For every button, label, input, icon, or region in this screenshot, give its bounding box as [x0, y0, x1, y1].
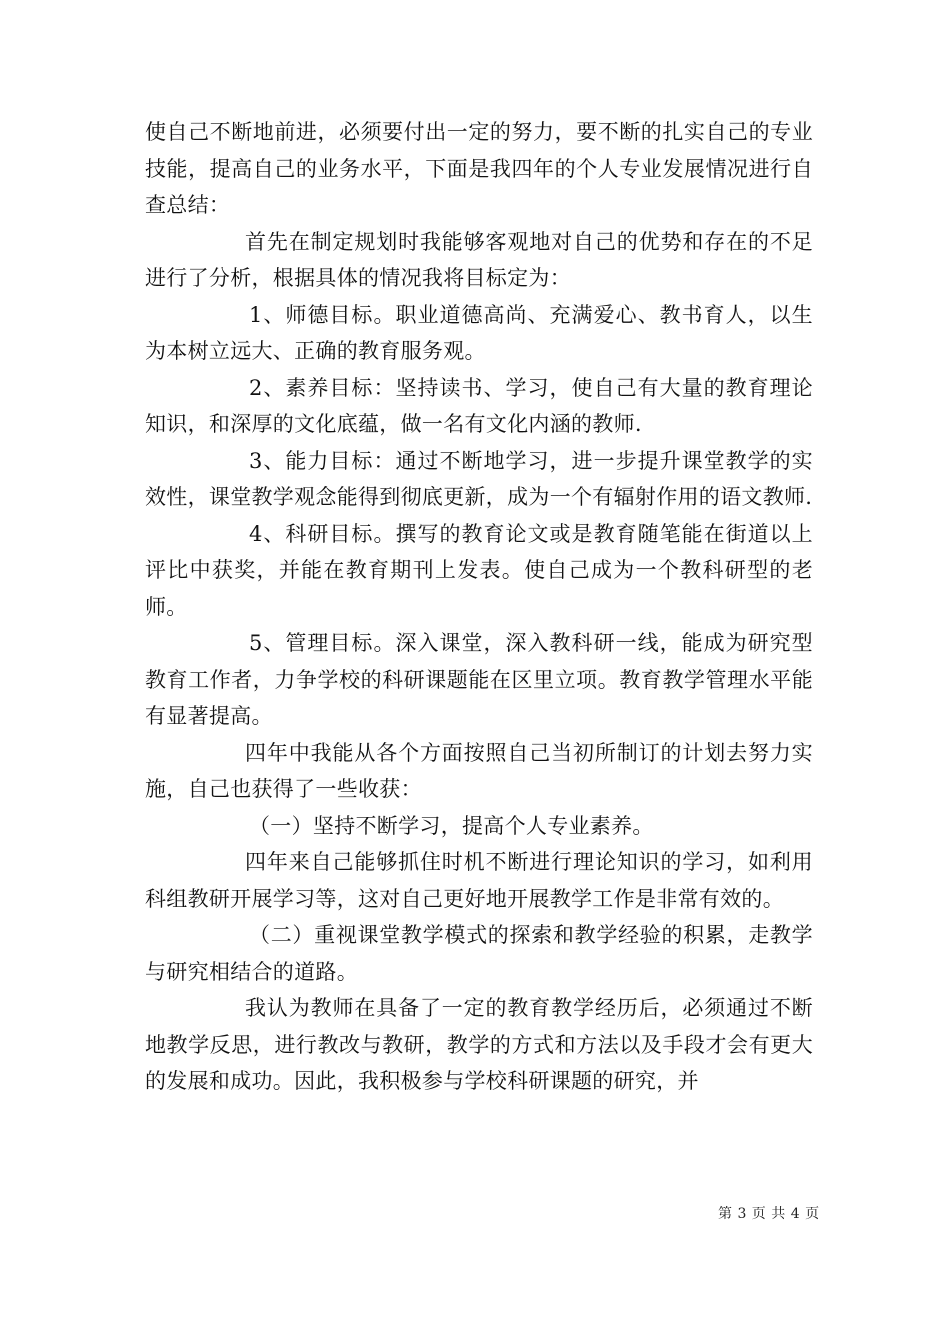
paragraph-goal-ability: 3、能力目标：通过不断地学习，进一步提升课堂教学的实效性，课堂教学观念能得到彻底更新，成为一个有辐射作用的语文教师.	[145, 448, 813, 509]
paragraph-reflection: 我认为教师在具备了一定的教育教学经历后，必须通过不断地教学反思，进行教改与教研，教学的方式和方法以及手段才会有更大的发展和成功。因此，我积极参与学校科研课题的研究，并	[145, 996, 813, 1093]
page-number-footer: 第 3 页 共 4 页	[718, 1206, 820, 1222]
document-body	[145, 114, 813, 1100]
paragraph-four-years: 四年中我能从各个方面按照自己当初所制订的计划去努力实施，自己也获得了一些收获：	[145, 740, 813, 801]
heading-section-one: （一）坚持不断学习，提高个人专业素养。	[249, 813, 654, 838]
heading-section-two: （二）重视课堂教学模式的探索和教学经验的积累，走教学与研究相结合的道路。	[145, 923, 813, 984]
paragraph-goal-research: 4、科研目标。撰写的教育论文或是教育随笔能在街道以上评比中获奖，并能在教育期刊上发表。使自己成为一个教科研型的老师。	[145, 521, 813, 619]
paragraph-goal-management: 5、管理目标。深入课堂，深入教科研一线，能成为研究型教育工作者，力争学校的科研课题能在区里立项。教育教学管理水平能有显著提高。	[145, 631, 813, 728]
paragraph-goal-ethics: 1、师德目标。职业道德高尚、充满爱心、教书育人，以生为本树立远大、正确的教育服务观。	[145, 302, 813, 363]
paragraph-goal-literacy: 2、素养目标：坚持读书、学习，使自己有大量的教育理论知识，和深厚的文化底蕴，做一名有文化内涵的教师.	[145, 375, 813, 436]
paragraph-learning: 四年来自己能够抓住时机不断进行理论知识的学习，如利用科组教研开展学习等，这对自己更好地开展教学工作是非常有效的。	[145, 850, 813, 911]
paragraph-planning: 首先在制定规划时我能够客观地对自己的优势和存在的不足进行了分析，根据具体的情况我将目标定为：	[145, 229, 813, 290]
paragraph-intro-continued: 使自己不断地前进，必须要付出一定的努力，要不断的扎实自己的专业技能，提高自己的业务水平，下面是我四年的个人专业发展情况进行自查总结：	[145, 120, 813, 217]
